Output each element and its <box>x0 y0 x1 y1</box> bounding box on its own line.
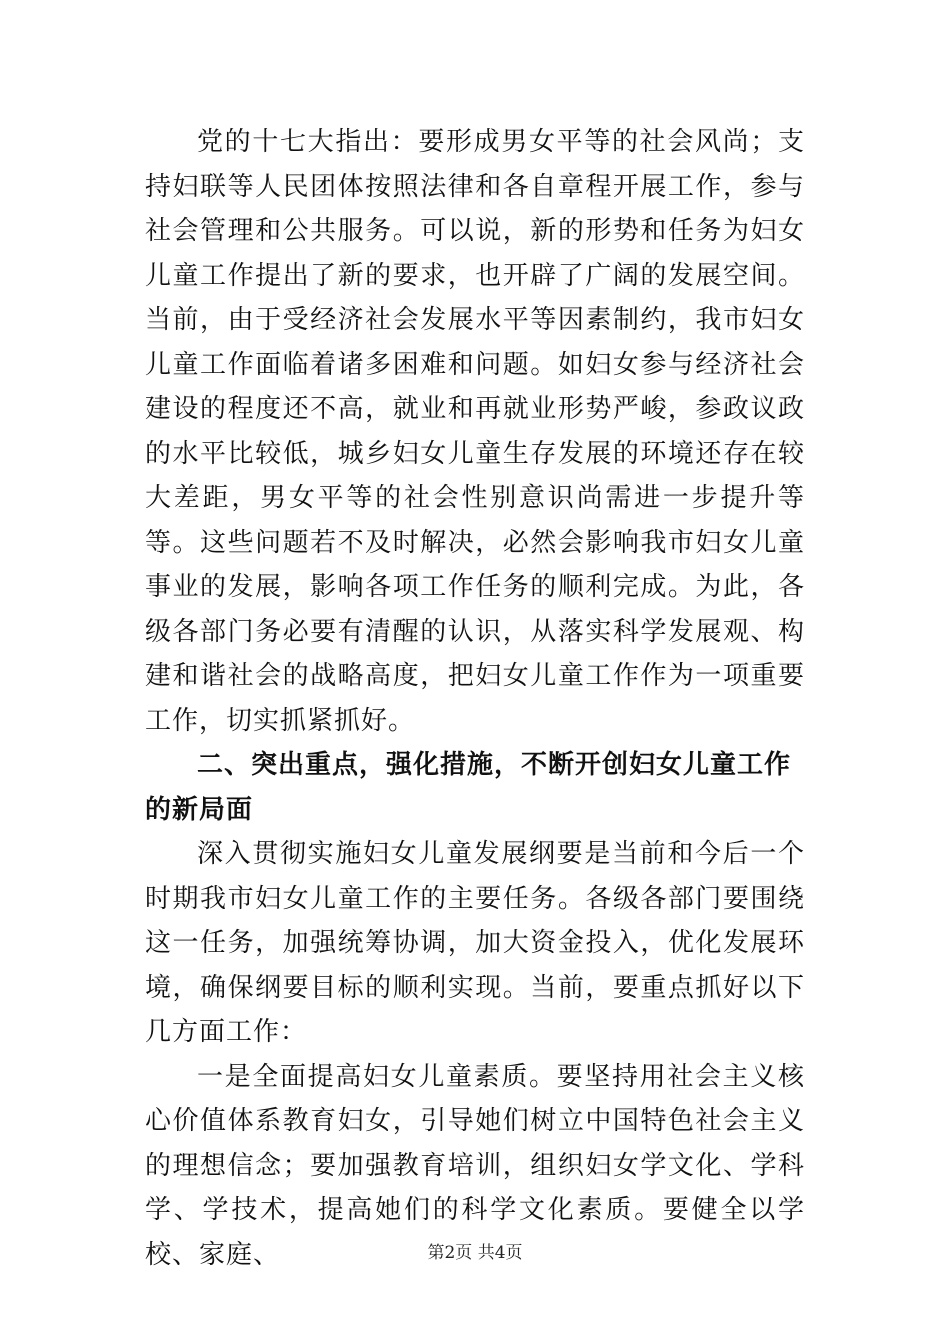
paragraph-1: 党的十七大指出：要形成男女平等的社会风尚；支持妇联等人民团体按照法律和各自章程开展工作，参与社会管理和公共服务。可以说，新的形势和任务为妇女儿童工作提出了新的要求，也开辟了广阔的发展空间。当前，由于受经济社会发展水平等因素制约，我市妇女儿童工作面临着诸多困难和问题。如妇女参与经济社会建设的程度还不高，就业和再就业形势严峻，参政议政的水平比较低，城乡妇女儿童生存发展的环境还存在较大差距，男女平等的社会性别意识尚需进一步提升等等。这些问题若不及时解决，必然会影响我市妇女儿童事业的发展，影响各项工作任务的顺利完成。为此，各级各部门务必要有清醒的认识，从落实科学发展观、构建和谐社会的战略高度，把妇女儿童工作作为一项重要工作，切实抓紧抓好。 <box>145 127 805 736</box>
page-footer: 第2页 共4页 <box>427 1243 523 1263</box>
paragraph-3: 一是全面提高妇女儿童素质。要坚持用社会主义核心价值体系教育妇女，引导她们树立中国特色社会主义的理想信念；要加强教育培训，组织妇女学文化、学科学、学技术，提高她们的科学文化素质。要健全以学校、家庭、 <box>145 1061 805 1270</box>
document-body <box>145 120 805 1277</box>
paragraph-2: 深入贯彻实施妇女儿童发展纲要是当前和今后一个时期我市妇女儿童工作的主要任务。各级各部门要围绕这一任务，加强统筹协调，加大资金投入，优化发展环境，确保纲要目标的顺利实现。当前，要重点抓好以下几方面工作： <box>145 839 805 1047</box>
section-heading: 二、突出重点，强化措施，不断开创妇女儿童工作的新局面 <box>145 750 792 825</box>
